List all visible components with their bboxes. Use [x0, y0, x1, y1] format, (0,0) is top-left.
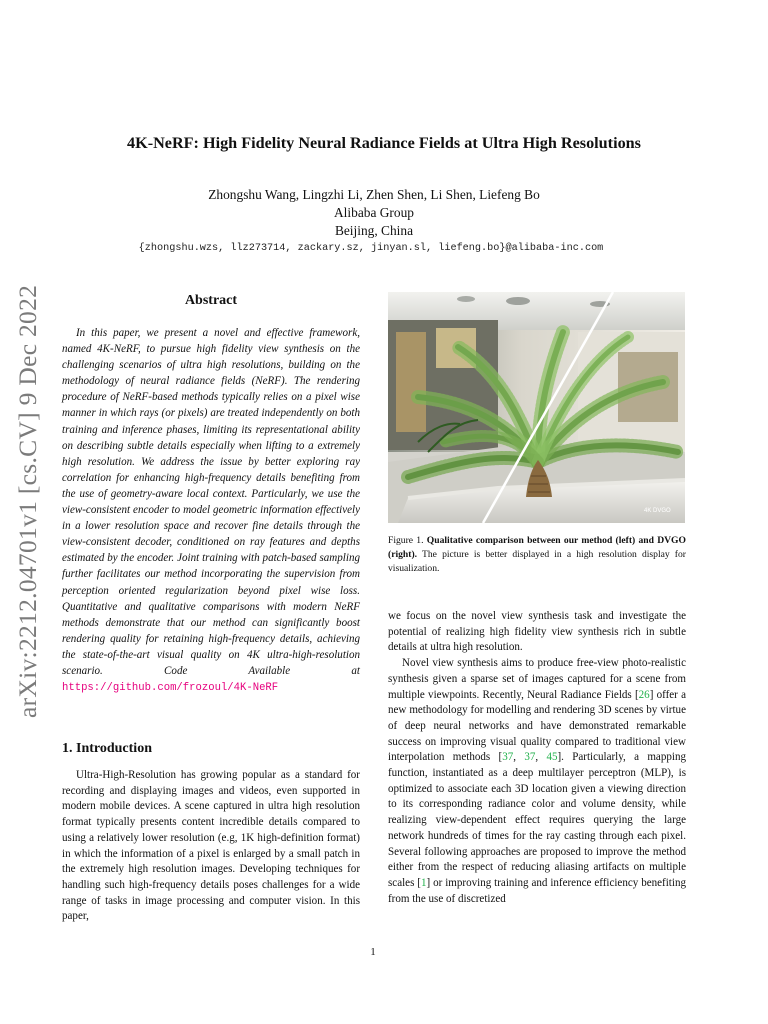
author-emails: {zhongshu.wzs, llz273714, zackary.sz, jinyan.sl, liefeng.bo}@alibaba-inc.com: [138, 243, 604, 254]
arxiv-identifier: arXiv:2212.04701v1 [cs.CV] 9 Dec 2022: [13, 284, 42, 718]
caption-bold: Qualitative comparison between our method (left) and DVGO (right).: [388, 535, 686, 560]
affiliation: Alibaba Group: [334, 205, 414, 220]
section-heading-introduction: 1. Introduction: [62, 741, 152, 756]
text-segment: ] offer a new methodology for modelling and rendering 3D scenes by virtue of deep neural networks and have demonstrated remarkable success on improving visual quality compared to traditional view interpolation methods [: [388, 688, 687, 764]
intro-paragraph-continued: we focus on the novel view synthesis task and investigate the potential of realizing high fidelity view synthesis rich in subtle details at ultra high resolution.: [388, 610, 686, 654]
abstract-body: [62, 325, 360, 696]
text-segment: ,: [535, 751, 547, 764]
location: Beijing, China: [334, 223, 414, 238]
paper-title: 4K-NeRF: High Fidelity Neural Radiance Fields at Ultra High Resolutions: [127, 134, 641, 152]
author-list: Zhongshu Wang, Lingzhi Li, Zhen Shen, Li Shen, Liefeng Bo: [208, 187, 540, 202]
citation-link[interactable]: 26: [638, 688, 650, 701]
intro-right-column: [388, 609, 686, 907]
page-number: 1: [370, 946, 376, 958]
caption-rest: The picture is better displayed in a high resolution display for visualization.: [388, 549, 686, 574]
citation-link[interactable]: 1: [420, 876, 427, 889]
figure-1-caption: [388, 534, 686, 576]
intro-left-column: [62, 768, 360, 925]
figure-watermark: 4K DVGO: [644, 508, 671, 514]
intro-paragraph-1: Ultra-High-Resolution has growing popular as a standard for recording and displaying images and videos, even supported in modern mobile devices. A scene captured in ultra high resolution format typically presents content incredible details compared to using a relatively lower resolution (e.g, 1K high-definition format) in which the information of a pixel is enlarged by a small patch in the extremely high resolution images. Developing techniques for handling such high-frequency details poses challenges for a wide range of tasks in image processing and computer vision. In this paper,: [62, 769, 360, 923]
text-segment: Novel view synthesis aims to produce free-view photo-realistic synthesis given a sparse set of images captured for a scene from multiple viewpoints. Recently, Neural Radiance Fields [: [388, 657, 686, 701]
citation-link[interactable]: 45: [546, 751, 558, 764]
code-url-link[interactable]: https://github.com/frozoul/4K-NeRF: [62, 682, 279, 695]
abstract-heading: Abstract: [184, 293, 238, 308]
intro-paragraph-2: [388, 656, 686, 907]
caption-label: Figure 1.: [388, 535, 424, 546]
text-segment: ,: [513, 751, 525, 764]
text-segment: ] or improving training and inference efficiency benefiting from the use of discretized: [388, 876, 686, 905]
citation-link[interactable]: 37: [502, 751, 514, 764]
abstract-text: In this paper, we present a novel and effective framework, named 4K-NeRF, to pursue high fidelity view synthesis on the challenging scenarios of ultra high resolutions, building on the methodology of neural radiance fields (NeRF). The rendering procedure of NeRF-based methods typically relies on a pixel wise manner in which rays (or pixels) are treated independently on both training and inference phases, limiting its representational ability on describing subtle details especially when lifting to a extremely high resolution. We address the issue by better exploring ray correlation for enhancing high-frequency details benefiting from the use of geometry-aware local context. Particularly, we use the view-consistent encoder to model geometric information effectively in a lower resolution space and recover fine details through the view-consistent decoder, conditioned on ray features and depths estimated by the encoder. Joint training with patch-based sampling further facilitates our method incorporating the supervision from perception oriented regularization beyond pixel wise loss. Quantitative and qualitative comparisons with modern NeRF methods demonstrate that our method can significantly boost rendering quality for retaining high-frequency details, achieving the state-of-the-art visual quality on 4K ultra-high-resolution scenario. Code Available at: [62, 327, 360, 677]
figure-1-image: [388, 292, 685, 523]
citation-link[interactable]: 37: [524, 751, 536, 764]
plant-scene-illustration: [388, 292, 685, 523]
text-segment: ]. Particularly, a mapping function, instantiated as a deep multilayer perceptron (MLP), is optimized to associate each 3D location given a viewing direction to its corresponding radiance color and volume density, while realizing view-dependent effect requires querying the large network hundreds of times for the ray casting through each pixel. Several following approaches are proposed to improve the method either from the respect of reducing aliasing artifacts on multiple scales [: [388, 751, 686, 889]
